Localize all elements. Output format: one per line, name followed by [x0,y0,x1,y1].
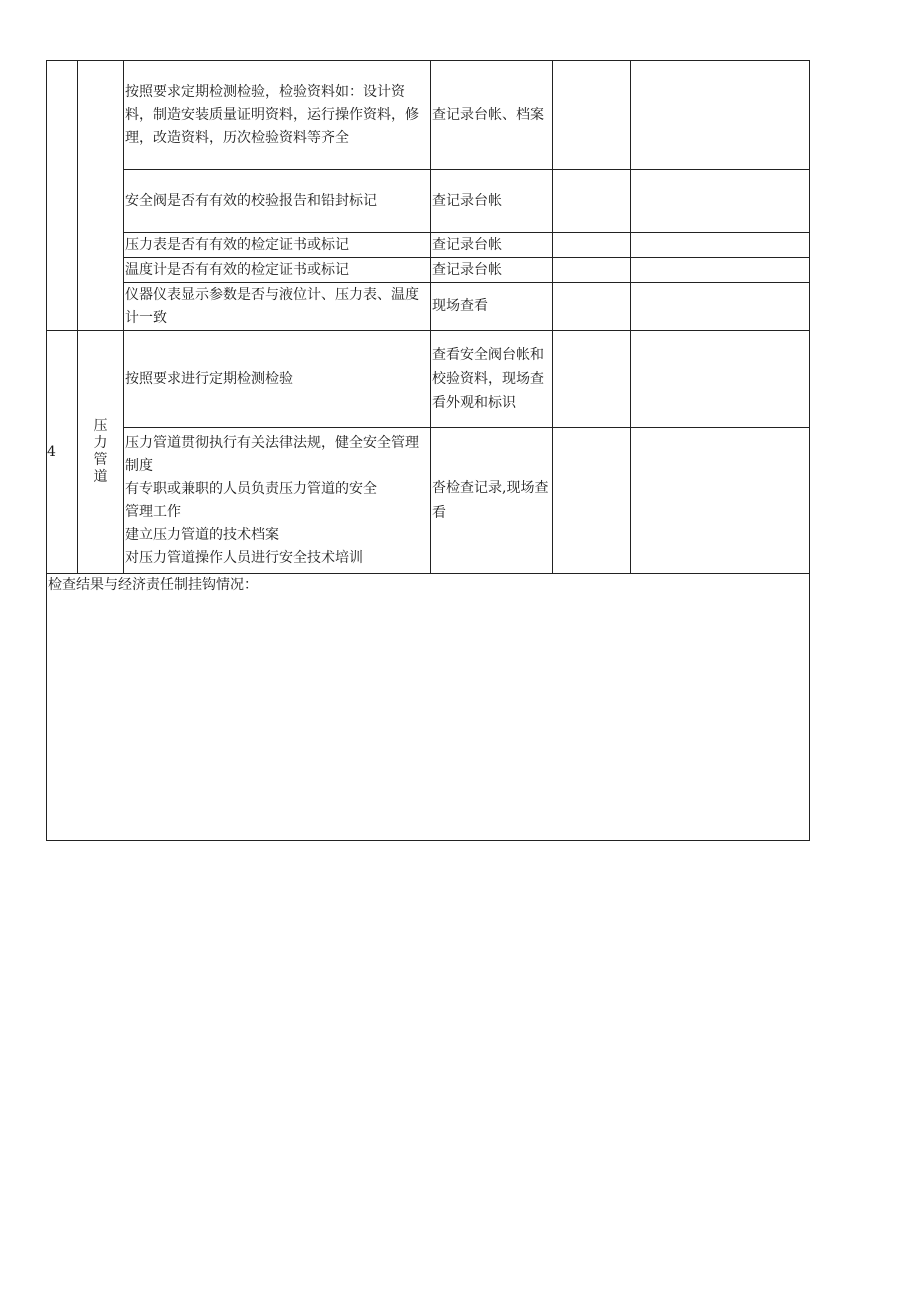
check-item-line: 对压力管道操作人员进行安全技术培训 [125,549,363,566]
category-char: 压 [93,418,108,434]
number-cell: 4 [47,331,78,574]
result-cell [553,258,631,283]
table-row [47,428,810,574]
result-cell [553,331,631,428]
number-cell [47,61,78,331]
result-cell [553,428,631,574]
check-item [124,170,431,233]
check-item: 温度计是否有有效的检定证书或标记 [124,258,431,283]
remark-cell [631,61,810,170]
result-label: 检查结果与经济责任制挂钩情况： [48,577,258,593]
check-item-line: 建立压力管道的技术档案 [125,526,279,543]
remark-cell [631,283,810,331]
category-char: 力 [93,435,108,451]
check-method: 查看安全阀台帐和校验资料，现场查看外观和标识 [431,331,553,428]
check-method: 现场查看 [431,283,553,331]
remark-cell [631,258,810,283]
check-method: 查记录台帐 [431,258,553,283]
check-item: 按照要求定期检测检验，检验资料如：设计资料，制造安装质量证明资料，运行操作资料，修理，改造资料，历次检验资料等齐全 [124,61,431,170]
check-item: 压力表是否有有效的检定证书或标记 [124,233,431,258]
table-row [47,61,810,170]
result-cell [553,233,631,258]
category-char: 道 [93,469,108,485]
table-row [47,283,810,331]
table-row [47,574,810,841]
remark-cell [631,428,810,574]
category-char: 管 [93,452,108,468]
table-row [47,331,810,428]
result-cell [553,283,631,331]
check-method: 查记录台帐、档案 [431,61,553,170]
check-item: 仪器仪表显示参数是否与液位计、压力表、温度计一致 [124,283,431,331]
remark-cell [631,233,810,258]
category-cell [78,61,124,331]
check-item-text: 安全阀是否有有效的校验报告和铅封标记 [125,193,377,209]
remark-cell [631,331,810,428]
check-method: 查记录台帐 [431,233,553,258]
table-row [47,170,810,233]
inspection-table [46,60,810,841]
check-method: 查记录台帐 [431,170,553,233]
result-summary-cell [47,574,810,841]
table-row [47,233,810,258]
check-item [124,428,431,574]
category-cell [78,331,124,574]
result-cell [553,170,631,233]
check-item: 按照要求进行定期检测检验 [124,331,431,428]
check-item-line: 压力管道贯彻执行有关法律法规，健全安全管理制度 [125,434,419,474]
check-item-line: 有专职或兼职的人员负责压力管道的安全管理工作 [125,480,377,520]
inspection-sheet [46,60,809,841]
remark-cell [631,170,810,233]
check-method: 沓检查记录,现场查看 [431,428,553,574]
table-row [47,258,810,283]
result-cell [553,61,631,170]
